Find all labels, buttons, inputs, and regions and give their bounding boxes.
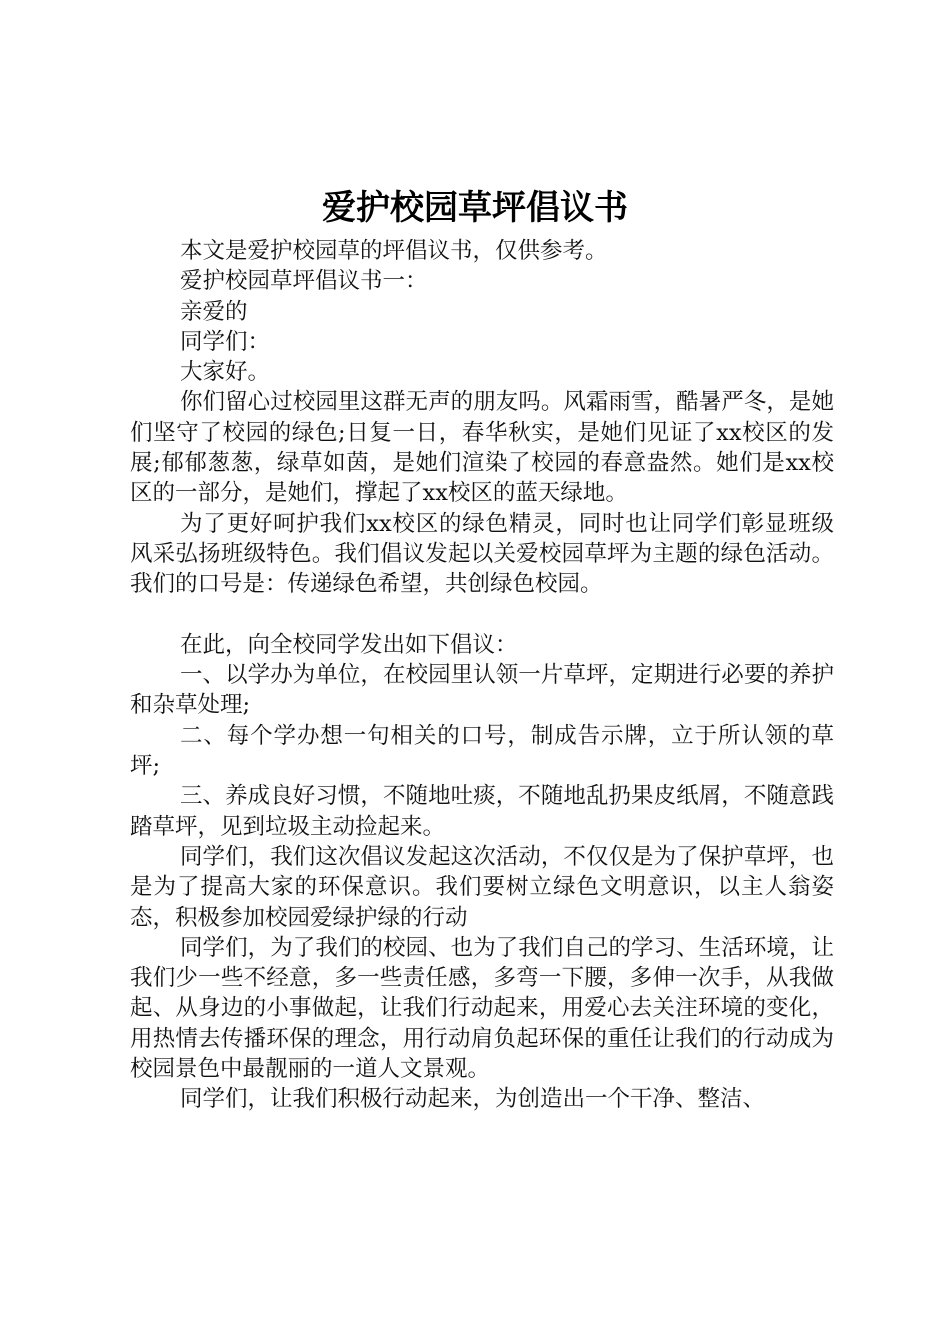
document-body xyxy=(130,236,834,1115)
document-title: 爱护校园草坪倡议书 xyxy=(322,188,628,228)
paragraph-spacer xyxy=(130,600,834,630)
paragraph-proposal-intro: 在此，向全校同学发出如下倡议： xyxy=(180,631,518,658)
paragraph-proposal-item: 三、养成良好习惯，不随地吐痰，不随地乱扔果皮纸屑，不随意践踏草坪，见到垃圾主动捡起来。 xyxy=(130,783,834,840)
paragraph-salutation-2: 同学们： xyxy=(180,328,271,355)
paragraph-salutation-1: 亲爱的 xyxy=(180,298,248,325)
paragraph-intro: 本文是爱护校园草的坪倡议书，仅供参考。 xyxy=(180,238,608,264)
paragraph-body: 同学们，我们这次倡议发起这次活动，不仅仅是为了保护草坪，也是为了提高大家的环保意识。我们要树立绿色文明意识，以主人翁姿态，积极参加校园爱绿护绿的行动 xyxy=(130,843,834,931)
paragraph-body: 为了更好呵护我们xx校区的绿色精灵，同时也让同学们彰显班级风采弘扬班级特色。我们倡议发起以关爱校园草坪为主题的绿色活动。我们的口号是：传递绿色希望，共创绿色校园。 xyxy=(130,510,834,598)
paragraph-body: 同学们，为了我们的校园、也为了我们自己的学习、生活环境，让我们少一些不经意，多一些责任感，多弯一下腰，多伸一次手，从我做起、从身边的小事做起，让我们行动起来，用爱心去关注环境的变化，用热情去传播环保的理念，用行动肩负起环保的重任让我们的行动成为校园景色中最靓丽的一道人文景观。 xyxy=(130,934,834,1083)
paragraph-proposal-item: 二、每个学办想一句相关的口号，制成告示牌，立于所认领的草坪; xyxy=(130,722,834,780)
paragraph-subtitle: 爱护校园草坪倡议书一： xyxy=(180,268,428,295)
paragraph-body: 你们留心过校园里这群无声的朋友吗。风霜雨雪，酷暑严冬，是她们坚守了校园的绿色;日复一日，春华秋实，是她们见证了xx校区的发展;郁郁葱葱，绿草如茵，是她们渲染了校园的春意盎然。她们是xx校区的一部分，是她们，撑起了xx校区的蓝天绿地。 xyxy=(130,389,834,507)
paragraph-body: 同学们，让我们积极行动起来，为创造出一个干净、整洁、 xyxy=(180,1086,766,1113)
paragraph-proposal-item: 一、以学办为单位，在校园里认领一片草坪，定期进行必要的养护和杂草处理; xyxy=(130,662,834,719)
paragraph-greeting: 大家好。 xyxy=(180,359,271,386)
